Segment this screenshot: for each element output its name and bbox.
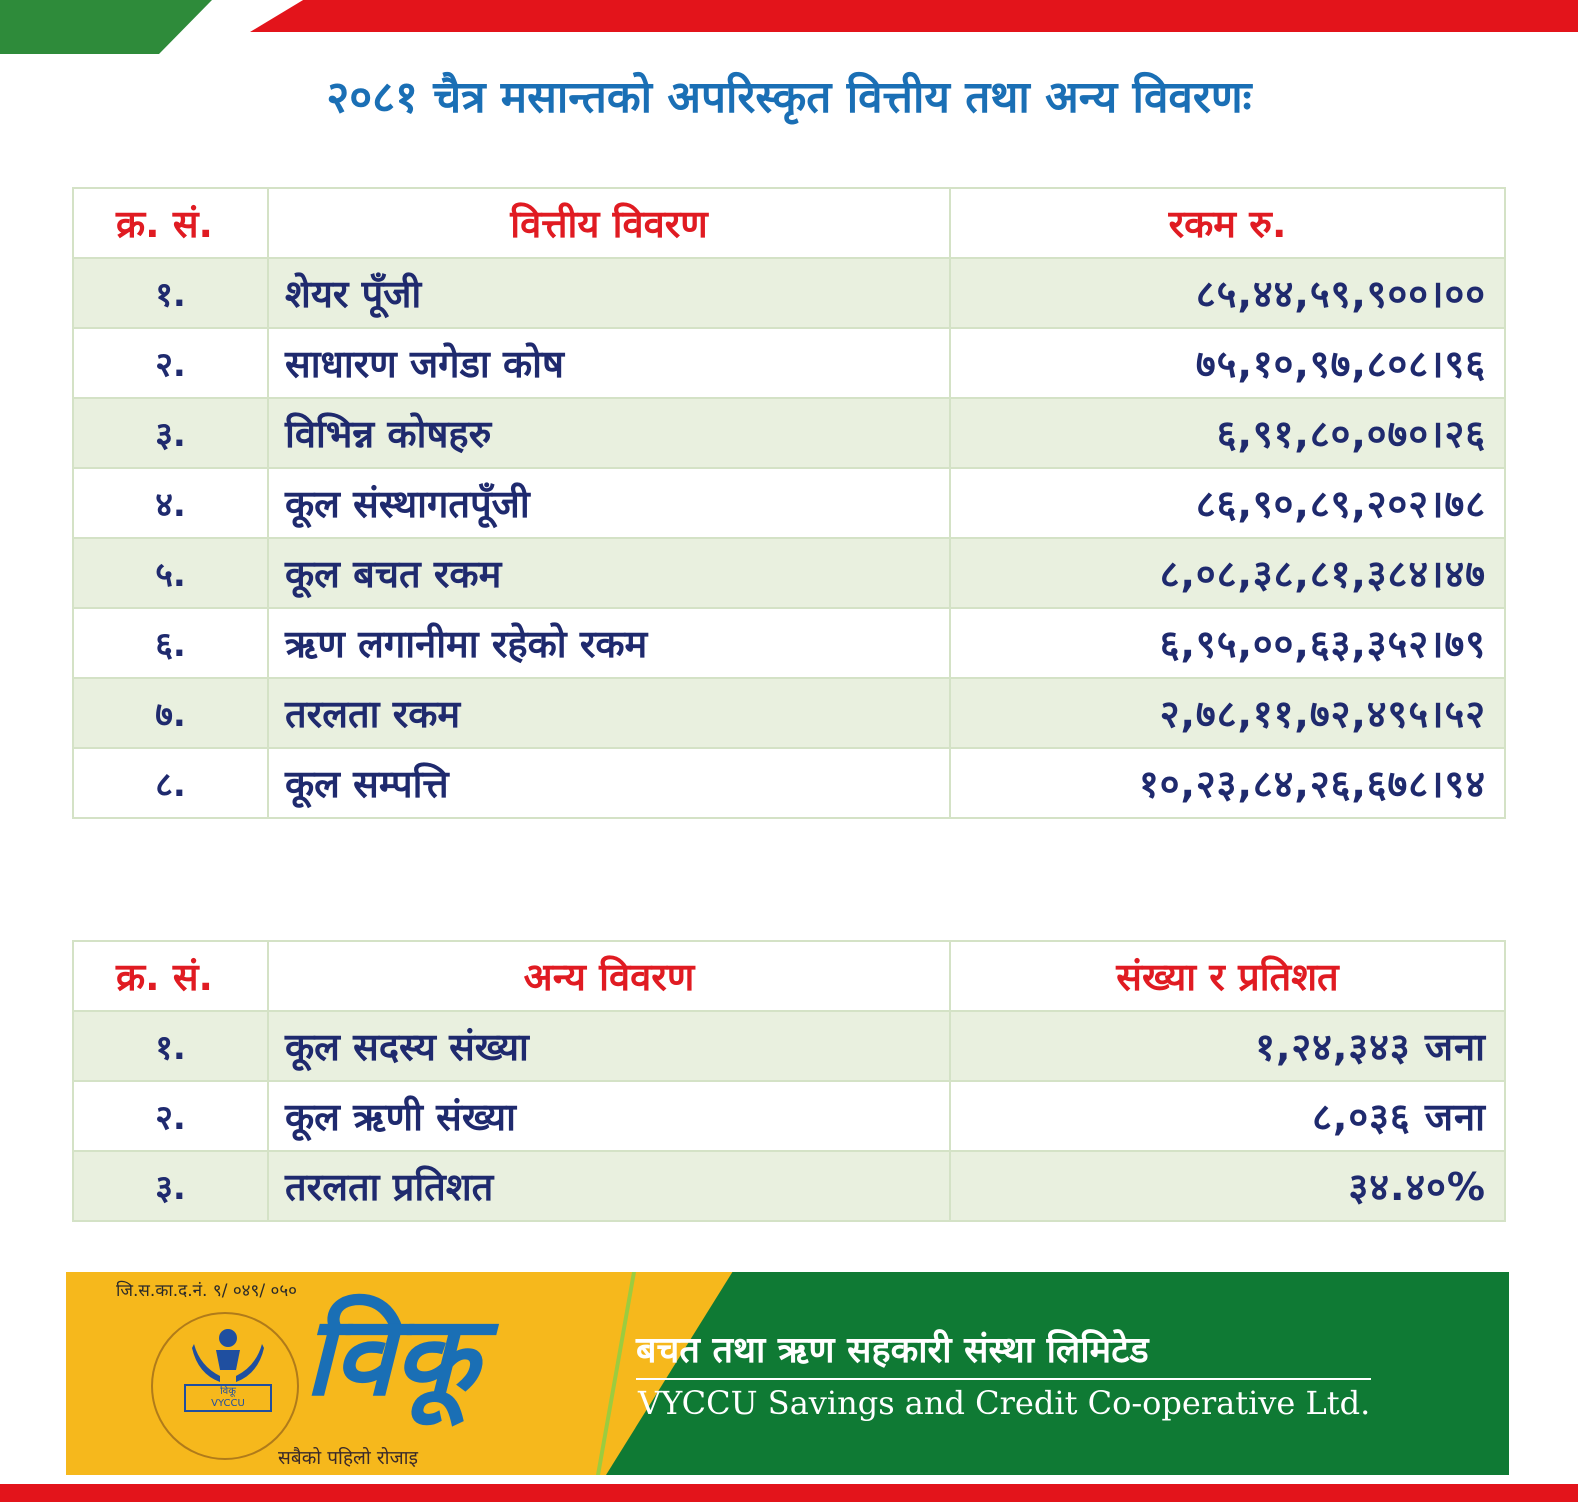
row-desc: शेयर पूँजी xyxy=(268,258,950,328)
row-amount: ८५,४४,५९,९००।०० xyxy=(950,258,1505,328)
header-desc: वित्तीय विवरण xyxy=(268,188,950,258)
table-row xyxy=(73,1081,1505,1151)
table-row xyxy=(73,1151,1505,1221)
row-amount: १,२४,३४३ जना xyxy=(950,1011,1505,1081)
row-sn: ८. xyxy=(73,748,268,818)
row-desc: ऋण लगानीमा रहेको रकम xyxy=(268,608,950,678)
org-name-english: VYCCU Savings and Credit Co-operative Ltd. xyxy=(638,1384,1371,1422)
table-header xyxy=(73,188,1505,258)
row-sn: १. xyxy=(73,258,268,328)
row-sn: ४. xyxy=(73,468,268,538)
header-amount: संख्या र प्रतिशत xyxy=(950,941,1505,1011)
row-amount: ८६,९०,८९,२०२।७८ xyxy=(950,468,1505,538)
row-sn: २. xyxy=(73,1081,268,1151)
logo-tag-np: विकू xyxy=(220,1386,236,1397)
row-sn: ३. xyxy=(73,398,268,468)
row-desc: कूल सम्पत्ति xyxy=(268,748,950,818)
table-row xyxy=(73,468,1505,538)
header-desc: अन्य विवरण xyxy=(268,941,950,1011)
top-green-accent xyxy=(0,0,212,54)
row-sn: २. xyxy=(73,328,268,398)
row-amount: ७५,१०,९७,८०८।९६ xyxy=(950,328,1505,398)
table-header xyxy=(73,941,1505,1011)
banner-green-panel xyxy=(606,1272,1509,1475)
row-sn: ७. xyxy=(73,678,268,748)
row-desc: तरलता प्रतिशत xyxy=(268,1151,950,1221)
header-amount: रकम रु. xyxy=(950,188,1505,258)
page-title: २०८१ चैत्र मसान्तको अपरिस्कृत वित्तीय तथा अन्य विवरणः xyxy=(326,72,1252,123)
table-row xyxy=(73,538,1505,608)
table-row xyxy=(73,678,1505,748)
row-desc: कूल ऋणी संख्या xyxy=(268,1081,950,1151)
row-desc: तरलता रकम xyxy=(268,678,950,748)
brand-slogan: सबैको पहिलो रोजाइ xyxy=(278,1447,418,1469)
footer-banner xyxy=(66,1272,1509,1475)
other-details-table xyxy=(72,940,1506,1222)
row-sn: ३. xyxy=(73,1151,268,1221)
table-row xyxy=(73,328,1505,398)
registration-number: जि.स.का.द.नं. ९/ ०४९/ ०५० xyxy=(116,1281,297,1301)
row-amount: १०,२३,८४,२६,६७८।९४ xyxy=(950,748,1505,818)
table-row xyxy=(73,608,1505,678)
org-name-nepali: बचत तथा ऋण सहकारी संस्था लिमिटेड xyxy=(636,1330,1149,1371)
header-sn: क्र. सं. xyxy=(73,188,268,258)
header-sn: क्र. सं. xyxy=(73,941,268,1011)
row-desc: साधारण जगेडा कोष xyxy=(268,328,950,398)
row-desc: कूल संस्थागतपूँजी xyxy=(268,468,950,538)
row-amount: ८,०८,३८,८१,३८४।४७ xyxy=(950,538,1505,608)
banner-divider xyxy=(636,1378,1371,1380)
row-amount: २,७८,११,७२,४९५।५२ xyxy=(950,678,1505,748)
row-desc: कूल बचत रकम xyxy=(268,538,950,608)
bottom-red-bar xyxy=(0,1484,1578,1502)
table-row xyxy=(73,258,1505,328)
row-amount: ३४.४०% xyxy=(950,1151,1505,1221)
brand-name: विकू xyxy=(304,1292,479,1420)
row-sn: १. xyxy=(73,1011,268,1081)
table-row xyxy=(73,748,1505,818)
financial-table xyxy=(72,187,1506,819)
row-amount: ६,९१,८०,०७०।२६ xyxy=(950,398,1505,468)
top-red-accent xyxy=(250,0,1578,32)
row-sn: ५. xyxy=(73,538,268,608)
row-desc: कूल सदस्य संख्या xyxy=(268,1011,950,1081)
logo-tag-en: VYCCU xyxy=(211,1398,245,1409)
table-row xyxy=(73,398,1505,468)
row-desc: विभिन्न कोषहरु xyxy=(268,398,950,468)
table-row xyxy=(73,1011,1505,1081)
row-amount: ८,०३६ जना xyxy=(950,1081,1505,1151)
row-amount: ६,९५,००,६३,३५२।७९ xyxy=(950,608,1505,678)
logo-tag xyxy=(184,1384,272,1412)
row-sn: ६. xyxy=(73,608,268,678)
